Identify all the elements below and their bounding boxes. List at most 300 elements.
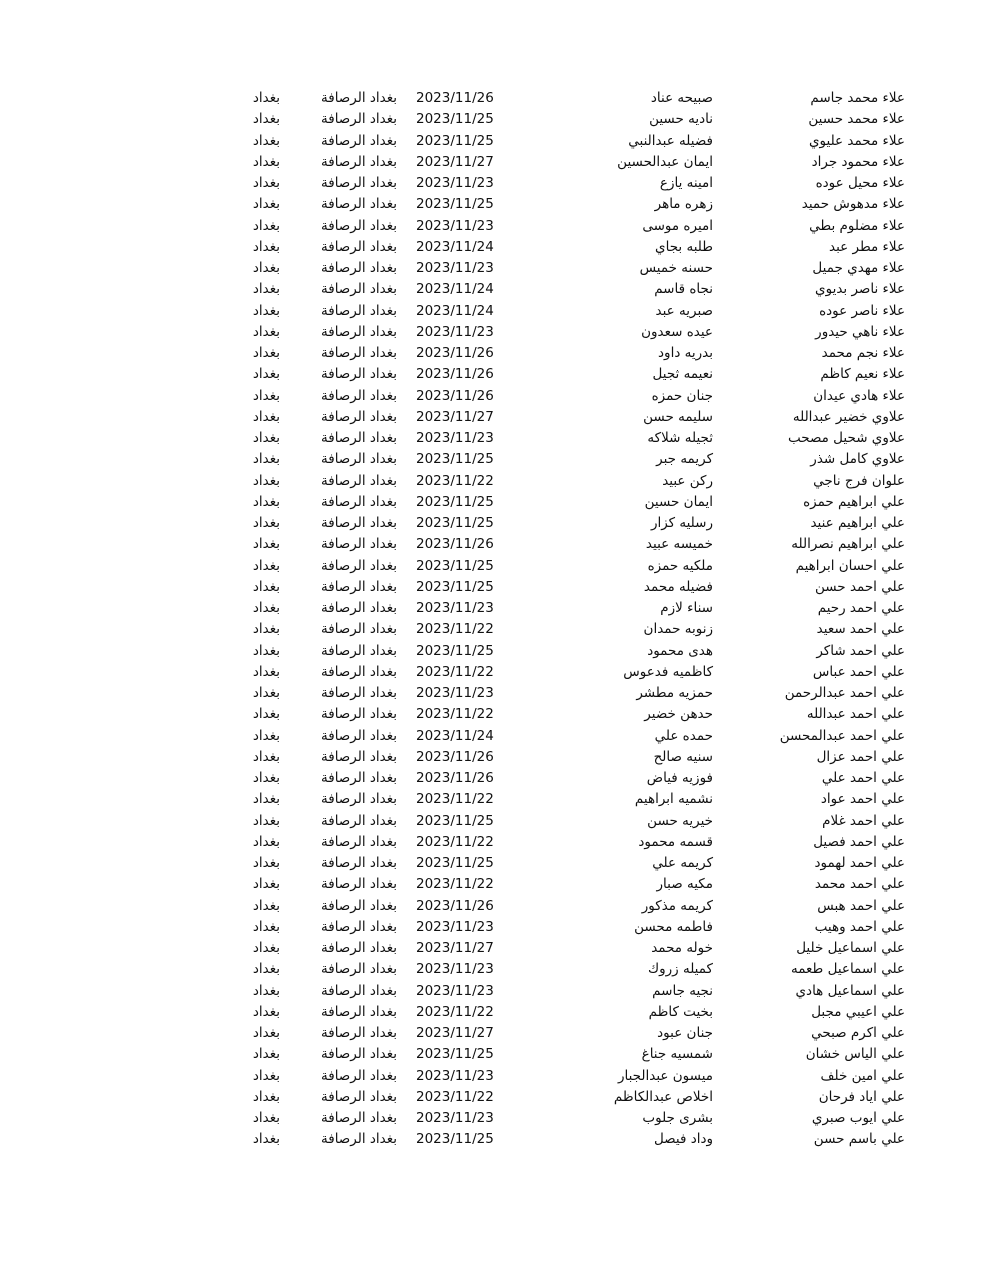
record-date: 2023/11/25	[416, 855, 494, 871]
mother-name: طلبه بجاي	[655, 238, 713, 255]
province-name: بغداد	[252, 472, 280, 489]
province-name: بغداد	[252, 642, 280, 659]
province-name: بغداد	[252, 833, 280, 850]
record-date: 2023/11/22	[416, 663, 494, 680]
province-name: بغداد	[252, 323, 280, 340]
person-name: علي اياد فرحان	[818, 1088, 905, 1105]
mother-name: ايمان عبدالحسين	[617, 153, 713, 170]
record-date: 2023/11/25	[416, 196, 494, 213]
table-row	[0, 449, 989, 470]
province-name: بغداد	[252, 663, 280, 680]
person-name: علي احمد محمد	[814, 876, 905, 893]
mother-name: هدى محمود	[647, 642, 713, 659]
record-date: 2023/11/25	[416, 493, 494, 510]
province-name: بغداد	[252, 812, 280, 829]
person-name: علي احمد فصيل	[813, 833, 905, 850]
mother-name: قسمه محمود	[638, 833, 713, 850]
mother-name: حمده علي	[654, 727, 713, 744]
district-name: بغداد الرصافة	[321, 961, 397, 978]
mother-name: زنوبه حمدان	[643, 621, 713, 638]
province-name: بغداد	[252, 196, 280, 213]
person-name: علوان فرج ناجي	[813, 472, 905, 489]
district-name: بغداد الرصافة	[321, 557, 397, 574]
table-row	[0, 959, 989, 980]
district-name: بغداد الرصافة	[321, 430, 397, 446]
person-name: علاء هادي عيدان	[813, 387, 905, 404]
mother-name: بخيت كاظم	[648, 1003, 713, 1020]
person-name: علي ابراهيم نصرالله	[791, 536, 905, 553]
district-name: بغداد الرصافة	[321, 238, 397, 255]
district-name: بغداد الرصافة	[321, 1046, 397, 1063]
table-row	[0, 258, 989, 279]
person-name: علي احمد عزال	[816, 748, 905, 765]
district-name: بغداد الرصافة	[321, 302, 397, 319]
district-name: بغداد الرصافة	[321, 196, 397, 213]
mother-name: شمسيه جناغ	[641, 1046, 713, 1063]
record-date: 2023/11/25	[416, 132, 494, 149]
record-date: 2023/11/27	[416, 1025, 494, 1041]
record-date: 2023/11/22	[416, 472, 494, 489]
district-name: بغداد الرصافة	[321, 876, 397, 893]
province-name: بغداد	[252, 153, 280, 170]
district-name: بغداد الرصافة	[321, 706, 397, 723]
province-name: بغداد	[252, 132, 280, 149]
table-row	[0, 407, 989, 428]
province-name: بغداد	[252, 1046, 280, 1063]
district-name: بغداد الرصافة	[321, 387, 397, 404]
table-row	[0, 1129, 989, 1150]
mother-name: صبيحه عناد	[650, 90, 713, 106]
province-name: بغداد	[252, 1088, 280, 1105]
table-row	[0, 216, 989, 237]
table-row	[0, 896, 989, 917]
person-name: علي احمد عواد	[820, 791, 905, 808]
mother-name: كاظميه فدعوس	[623, 663, 713, 680]
district-name: بغداد الرصافة	[321, 1131, 397, 1148]
mother-name: ثجيله شلاكه	[647, 430, 713, 446]
person-name: علي احمد لهمود	[814, 855, 905, 871]
table-row	[0, 428, 989, 449]
table-row	[0, 513, 989, 534]
record-date: 2023/11/26	[416, 536, 494, 553]
record-date: 2023/11/22	[416, 1003, 494, 1020]
province-name: بغداد	[252, 366, 280, 383]
mother-name: فضيله عبدالنبي	[628, 132, 713, 149]
province-name: بغداد	[252, 1067, 280, 1084]
record-date: 2023/11/23	[416, 217, 494, 234]
mother-name: خيريه حسن	[647, 812, 713, 829]
mother-name: امينه يازع	[659, 175, 713, 191]
table-row	[0, 726, 989, 747]
province-name: بغداد	[252, 493, 280, 510]
province-name: بغداد	[252, 217, 280, 234]
record-date: 2023/11/27	[416, 940, 494, 956]
province-name: بغداد	[252, 515, 280, 531]
district-name: بغداد الرصافة	[321, 536, 397, 553]
province-name: بغداد	[252, 600, 280, 616]
province-name: بغداد	[252, 621, 280, 638]
person-name: علاء مضلوم بطي	[809, 217, 905, 234]
province-name: بغداد	[252, 238, 280, 255]
person-name: علي احمد رحيم	[817, 600, 905, 616]
province-name: بغداد	[252, 1110, 280, 1126]
province-name: بغداد	[252, 791, 280, 808]
person-name: علي ابراهيم حمزه	[803, 493, 905, 510]
mother-name: سليمه حسن	[643, 408, 713, 425]
mother-name: جنان حمزه	[651, 387, 713, 404]
table-row	[0, 279, 989, 300]
province-name: بغداد	[252, 1003, 280, 1020]
person-name: علي احمد هبس	[817, 897, 905, 914]
table-row	[0, 917, 989, 938]
person-name: علي اسماعيل خليل	[796, 940, 905, 956]
province-name: بغداد	[252, 1025, 280, 1041]
record-date: 2023/11/24	[416, 281, 494, 298]
person-name: علي احمد عباس	[812, 663, 905, 680]
table-row	[0, 301, 989, 322]
record-date: 2023/11/27	[416, 153, 494, 170]
province-name: بغداد	[252, 982, 280, 999]
district-name: بغداد الرصافة	[321, 1067, 397, 1084]
person-name: علاء ناصر بديوي	[815, 281, 905, 298]
table-row	[0, 1108, 989, 1129]
person-name: علي ايوب صبري	[811, 1110, 905, 1126]
district-name: بغداد الرصافة	[321, 111, 397, 128]
mother-name: خميسه عبيد	[645, 536, 713, 553]
record-date: 2023/11/22	[416, 706, 494, 723]
province-name: بغداد	[252, 855, 280, 871]
district-name: بغداد الرصافة	[321, 940, 397, 956]
table-row	[0, 556, 989, 577]
district-name: بغداد الرصافة	[321, 791, 397, 808]
district-name: بغداد الرصافة	[321, 727, 397, 744]
table-row	[0, 492, 989, 513]
mother-name: ميسون عبدالجبار	[617, 1067, 713, 1084]
mother-name: كريمه علي	[652, 855, 713, 871]
record-date: 2023/11/26	[416, 770, 494, 786]
district-name: بغداد الرصافة	[321, 345, 397, 361]
province-name: بغداد	[252, 706, 280, 723]
table-row	[0, 173, 989, 194]
province-name: بغداد	[252, 727, 280, 744]
mother-name: اميره موسى	[642, 217, 713, 234]
person-name: علي احسان ابراهيم	[795, 557, 905, 574]
mother-name: نعيمه ثجيل	[652, 366, 713, 383]
records-list	[0, 88, 989, 1151]
district-name: بغداد الرصافة	[321, 1003, 397, 1020]
table-row	[0, 1023, 989, 1044]
person-name: علي اسماعيل هادي	[795, 982, 905, 999]
record-date: 2023/11/26	[416, 90, 494, 106]
table-row	[0, 938, 989, 959]
mother-name: حدهن خضير	[644, 706, 713, 723]
record-date: 2023/11/23	[416, 1110, 494, 1126]
record-date: 2023/11/25	[416, 451, 494, 468]
record-date: 2023/11/26	[416, 366, 494, 383]
record-date: 2023/11/24	[416, 238, 494, 255]
province-name: بغداد	[252, 345, 280, 361]
table-row	[0, 343, 989, 364]
mother-name: كريمه مذكور	[641, 897, 713, 914]
table-row	[0, 471, 989, 492]
province-name: بغداد	[252, 408, 280, 425]
table-row	[0, 662, 989, 683]
district-name: بغداد الرصافة	[321, 408, 397, 425]
province-name: بغداد	[252, 90, 280, 106]
district-name: بغداد الرصافة	[321, 366, 397, 383]
mother-name: نجاه قاسم	[654, 281, 713, 298]
table-row	[0, 598, 989, 619]
table-row	[0, 874, 989, 895]
district-name: بغداد الرصافة	[321, 515, 397, 531]
district-name: بغداد الرصافة	[321, 472, 397, 489]
person-name: علي احمد عبدالرحمن	[784, 685, 905, 701]
record-date: 2023/11/23	[416, 260, 494, 276]
table-row	[0, 364, 989, 385]
record-date: 2023/11/26	[416, 387, 494, 404]
record-date: 2023/11/23	[416, 1067, 494, 1084]
district-name: بغداد الرصافة	[321, 982, 397, 999]
table-row	[0, 1002, 989, 1023]
district-name: بغداد الرصافة	[321, 855, 397, 871]
mother-name: فاطمه محسن	[634, 918, 713, 935]
table-row	[0, 322, 989, 343]
district-name: بغداد الرصافة	[321, 132, 397, 149]
mother-name: ملكيه حمزه	[647, 557, 713, 574]
province-name: بغداد	[252, 897, 280, 914]
table-row	[0, 811, 989, 832]
person-name: علاوي كامل شذر	[810, 451, 905, 468]
district-name: بغداد الرصافة	[321, 748, 397, 765]
person-name: علي اكرم صبحي	[811, 1025, 905, 1041]
person-name: علاوي خضير عبدالله	[792, 408, 905, 425]
mother-name: مكيه صبار	[656, 876, 713, 893]
district-name: بغداد الرصافة	[321, 600, 397, 616]
record-date: 2023/11/22	[416, 1088, 494, 1105]
province-name: بغداد	[252, 451, 280, 468]
table-row	[0, 88, 989, 109]
district-name: بغداد الرصافة	[321, 260, 397, 276]
person-name: علي الياس خشان	[805, 1046, 905, 1063]
record-date: 2023/11/23	[416, 961, 494, 978]
record-date: 2023/11/25	[416, 1131, 494, 1148]
mother-name: حمزيه مطشر	[636, 685, 713, 701]
mother-name: فضيله محمد	[643, 578, 713, 595]
table-row	[0, 768, 989, 789]
person-name: علي احمد غلام	[822, 812, 905, 829]
table-row	[0, 1087, 989, 1108]
district-name: بغداد الرصافة	[321, 663, 397, 680]
person-name: علاء نجم محمد	[821, 345, 905, 361]
mother-name: صبريه عبد	[655, 302, 713, 319]
record-date: 2023/11/25	[416, 515, 494, 531]
person-name: علي ابراهيم عنيد	[810, 515, 905, 531]
record-date: 2023/11/25	[416, 578, 494, 595]
table-row	[0, 747, 989, 768]
mother-name: خوله محمد	[651, 940, 713, 956]
mother-name: جنان عبود	[657, 1025, 713, 1041]
district-name: بغداد الرصافة	[321, 642, 397, 659]
province-name: بغداد	[252, 1131, 280, 1148]
province-name: بغداد	[252, 557, 280, 574]
table-row	[0, 704, 989, 725]
person-name: علي احمد حسن	[814, 578, 905, 595]
person-name: علي احمد شاكر	[816, 642, 905, 659]
district-name: بغداد الرصافة	[321, 833, 397, 850]
table-row	[0, 1066, 989, 1087]
province-name: بغداد	[252, 578, 280, 595]
table-row	[0, 534, 989, 555]
province-name: بغداد	[252, 876, 280, 893]
table-row	[0, 577, 989, 598]
person-name: علي احمد وهيب	[814, 918, 905, 935]
record-date: 2023/11/23	[416, 685, 494, 701]
person-name: علاء محمد عليوي	[808, 132, 905, 149]
table-row	[0, 386, 989, 407]
person-name: علي احمد عبدالمحسن	[779, 727, 905, 744]
mother-name: ركن عبيد	[662, 472, 713, 489]
person-name: علاء نعيم كاظم	[820, 366, 905, 383]
person-name: علاوي شحيل مصحب	[787, 430, 905, 446]
mother-name: كريمه جبر	[656, 451, 713, 468]
person-name: علي اسماعيل طعمه	[791, 961, 905, 978]
mother-name: عيده سعدون	[641, 323, 713, 340]
province-name: بغداد	[252, 111, 280, 128]
record-date: 2023/11/22	[416, 876, 494, 893]
table-row	[0, 641, 989, 662]
table-row	[0, 789, 989, 810]
record-date: 2023/11/23	[416, 600, 494, 616]
person-name: علاء محيل عوده	[815, 175, 905, 191]
record-date: 2023/11/25	[416, 642, 494, 659]
mother-name: زهره ماهر	[654, 196, 713, 213]
record-date: 2023/11/26	[416, 897, 494, 914]
person-name: علي امين خلف	[820, 1067, 905, 1084]
person-name: علاء محمد جاسم	[810, 90, 905, 106]
district-name: بغداد الرصافة	[321, 175, 397, 191]
person-name: علي باسم حسن	[813, 1131, 905, 1148]
province-name: بغداد	[252, 281, 280, 298]
table-row	[0, 152, 989, 173]
mother-name: ناديه حسين	[649, 111, 713, 128]
mother-name: نشميه ابراهيم	[634, 791, 713, 808]
record-date: 2023/11/23	[416, 918, 494, 935]
record-date: 2023/11/25	[416, 1046, 494, 1063]
mother-name: نجيه جاسم	[652, 982, 713, 999]
record-date: 2023/11/24	[416, 302, 494, 319]
mother-name: بشرى جلوب	[642, 1110, 713, 1126]
person-name: علاء ناصر عوده	[819, 302, 905, 319]
record-date: 2023/11/25	[416, 111, 494, 128]
record-date: 2023/11/25	[416, 812, 494, 829]
table-row	[0, 131, 989, 152]
province-name: بغداد	[252, 260, 280, 276]
record-date: 2023/11/26	[416, 748, 494, 765]
district-name: بغداد الرصافة	[321, 812, 397, 829]
table-row	[0, 194, 989, 215]
province-name: بغداد	[252, 536, 280, 553]
district-name: بغداد الرصافة	[321, 621, 397, 638]
mother-name: كميله زروك	[648, 961, 713, 978]
person-name: علي اعيبي مجبل	[811, 1003, 905, 1020]
district-name: بغداد الرصافة	[321, 323, 397, 340]
mother-name: وداد فيصل	[653, 1131, 713, 1148]
district-name: بغداد الرصافة	[321, 770, 397, 786]
person-name: علاء محمود جراد	[811, 153, 905, 170]
province-name: بغداد	[252, 430, 280, 446]
record-date: 2023/11/22	[416, 833, 494, 850]
record-date: 2023/11/23	[416, 175, 494, 191]
district-name: بغداد الرصافة	[321, 281, 397, 298]
record-date: 2023/11/27	[416, 408, 494, 425]
record-date: 2023/11/22	[416, 621, 494, 638]
record-date: 2023/11/22	[416, 791, 494, 808]
record-date: 2023/11/23	[416, 982, 494, 999]
district-name: بغداد الرصافة	[321, 1110, 397, 1126]
person-name: علي احمد علي	[821, 770, 905, 786]
mother-name: اخلاص عبدالكاظم	[613, 1088, 713, 1105]
person-name: علاء مهدي جميل	[812, 260, 905, 276]
province-name: بغداد	[252, 940, 280, 956]
district-name: بغداد الرصافة	[321, 153, 397, 170]
district-name: بغداد الرصافة	[321, 90, 397, 106]
table-row	[0, 619, 989, 640]
province-name: بغداد	[252, 748, 280, 765]
table-row	[0, 237, 989, 258]
district-name: بغداد الرصافة	[321, 578, 397, 595]
record-date: 2023/11/26	[416, 345, 494, 361]
person-name: علي احمد عبدالله	[806, 706, 905, 723]
province-name: بغداد	[252, 175, 280, 191]
table-row	[0, 853, 989, 874]
record-date: 2023/11/24	[416, 727, 494, 744]
person-name: علاء مطر عبد	[828, 238, 905, 255]
province-name: بغداد	[252, 685, 280, 701]
record-date: 2023/11/25	[416, 557, 494, 574]
mother-name: سنيه صالح	[653, 748, 713, 765]
record-date: 2023/11/23	[416, 323, 494, 340]
district-name: بغداد الرصافة	[321, 685, 397, 701]
province-name: بغداد	[252, 961, 280, 978]
district-name: بغداد الرصافة	[321, 217, 397, 234]
table-row	[0, 683, 989, 704]
province-name: بغداد	[252, 302, 280, 319]
table-row	[0, 1044, 989, 1065]
province-name: بغداد	[252, 770, 280, 786]
mother-name: سناء لازم	[660, 600, 713, 616]
district-name: بغداد الرصافة	[321, 451, 397, 468]
mother-name: حسنه خميس	[639, 260, 713, 276]
province-name: بغداد	[252, 918, 280, 935]
record-date: 2023/11/23	[416, 430, 494, 446]
table-row	[0, 109, 989, 130]
district-name: بغداد الرصافة	[321, 1025, 397, 1041]
table-row	[0, 981, 989, 1002]
district-name: بغداد الرصافة	[321, 1088, 397, 1105]
district-name: بغداد الرصافة	[321, 897, 397, 914]
district-name: بغداد الرصافة	[321, 918, 397, 935]
person-name: علاء محمد حسين	[808, 111, 905, 128]
person-name: علاء مدهوش حميد	[801, 196, 905, 213]
province-name: بغداد	[252, 387, 280, 404]
district-name: بغداد الرصافة	[321, 493, 397, 510]
mother-name: رسليه كزار	[650, 515, 713, 531]
table-row	[0, 832, 989, 853]
mother-name: فوزيه فياض	[646, 770, 713, 786]
mother-name: بدريه داود	[658, 345, 713, 361]
person-name: علاء ناهي حيدور	[815, 323, 905, 340]
person-name: علي احمد سعيد	[816, 621, 905, 638]
